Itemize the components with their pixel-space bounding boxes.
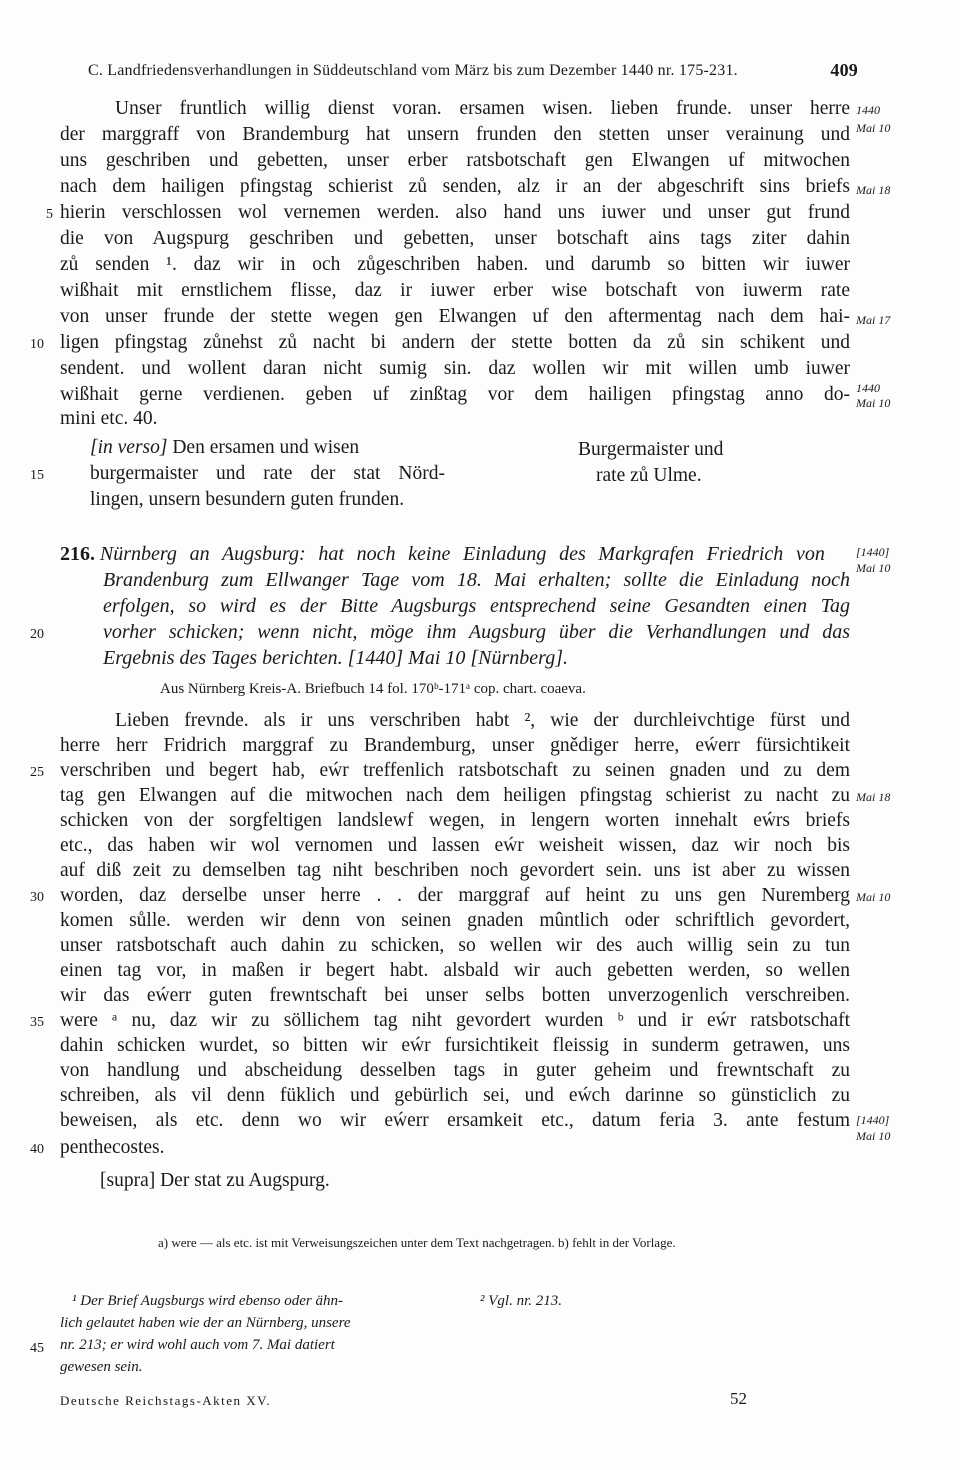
text-line: wir das eẃerr guten frewntschaft bei unser selbs botten unverzogenlich verschreiben. bbox=[60, 985, 850, 1006]
text-line: verschriben und begert hab, eẃr treffenlich ratsbotschaft zu seinen gnaden und zu dem bbox=[60, 760, 850, 781]
sender-line: rate zů Ulme. bbox=[596, 465, 702, 486]
address-left-line: lingen, unsern besundern guten frunden. bbox=[90, 489, 405, 510]
source-note: Aus Nürnberg Kreis-A. Briefbuch 14 fol. 170ᵇ-171ᵃ cop. chart. coaeva. bbox=[160, 681, 586, 697]
text-line: einen tag vor, in maßen ir begert habt. alsbald wir auch gebetten werden, so wellen bbox=[60, 960, 850, 981]
text-line: der marggraff von Brandemburg hat unsern frunden den stetten unser verainung und bbox=[60, 124, 850, 145]
text-line: herre herr Fridrich marggraf zu Brandemburg, unser gnědiger herre, eẃerr fürsichtikeit bbox=[60, 735, 850, 756]
margin-day: Mai 10 bbox=[856, 561, 891, 575]
margin-date bbox=[856, 104, 890, 135]
text-line: tag gen Elwangen auf die mitwochen nach dem heiligen pfingstag schierist zu nacht zu bbox=[60, 785, 850, 806]
address-left-prefix: [in verso] bbox=[90, 437, 168, 458]
text-line: von unser frunde der stette wegen gen Elwangen uf den aftermentag nach dem hai- bbox=[60, 306, 850, 327]
text-line: komen sůlle. werden wir denn von seinen gnaden mûntlich oder schriftlich gevordert, bbox=[60, 910, 850, 931]
regest-line: Ergebnis des Tages berichten. [1440] Mai 10 [Nürnberg]. bbox=[103, 647, 568, 669]
regest-line: Brandenburg zum Ellwanger Tage vom 18. Mai erhalten; sollte die Einladung noch bbox=[103, 569, 850, 591]
text-line: die von Augspurg geschriben und gebetten, unser botschaft ains tags ziter dahin bbox=[60, 228, 850, 249]
text-line: unser ratsbotschaft auch dahin zu schicken, so wellen wir des auch willig sein zu tun bbox=[60, 935, 850, 956]
text-line: schicken von der sorgfeltigen landslewf wegen, in lengern worten innehalt eẃrs briefs bbox=[60, 810, 850, 831]
text-line: wißhait gerne verdienen. geben uf zinßtag vor dem hailigen pfingstag anno do- bbox=[60, 384, 850, 405]
text-line: mini etc. 40. bbox=[60, 408, 158, 429]
line-number: 45 bbox=[30, 1341, 44, 1356]
regest-line: vorher schicken; wenn nicht, möge ihm Augsburg über die Verhandlungen und das bbox=[103, 621, 850, 643]
footnote-line: nr. 213; er wird wohl auch vom 7. Mai datiert bbox=[60, 1337, 335, 1353]
page-number: 409 bbox=[830, 60, 858, 80]
doc-number: 216. bbox=[60, 543, 95, 565]
footnote-line: lich gelautet haben wie der an Nürnberg, unsere bbox=[60, 1315, 351, 1331]
margin-year: 1440 bbox=[856, 103, 880, 117]
line-number: 35 bbox=[30, 1015, 44, 1030]
text-line: schreiben, als vil denn füklich und gebürlich sei, und eẃch darinne so günsticlich zu bbox=[60, 1085, 850, 1106]
margin-date: Mai 10 bbox=[856, 890, 891, 904]
margin-day: Mai 10 bbox=[856, 121, 891, 135]
footnote-2: ² Vgl. nr. 213. bbox=[480, 1293, 563, 1309]
line-number: 25 bbox=[30, 765, 44, 780]
margin-date: Mai 17 bbox=[856, 313, 891, 327]
margin-date bbox=[856, 1114, 890, 1143]
address-left-line: burgermaister und rate der stat Nörd- bbox=[90, 463, 445, 484]
running-header bbox=[88, 62, 858, 80]
address-left-text: Den ersamen und wisen bbox=[172, 437, 360, 458]
regest-text: Nürnberg an Augsburg: hat noch keine Einladung des Markgrafen Friedrich von bbox=[99, 543, 825, 565]
line-number: 40 bbox=[30, 1142, 44, 1157]
regest-line-first bbox=[60, 542, 850, 567]
text-line: Lieben frevnde. als ir uns verschriben habt ², wie der durchleivchtige fürst und bbox=[115, 710, 850, 731]
margin-year: [1440] bbox=[856, 545, 890, 559]
text-line: nach dem hailigen pfingstag schierist zů senden, alz ir an der abgeschrift sins briefs bbox=[60, 176, 850, 197]
address-line: [supra] Der stat zu Augspurg. bbox=[100, 1170, 330, 1191]
margin-year: [1440] bbox=[856, 1113, 890, 1127]
text-line: zů senden ¹. daz wir in och zůgeschriben haben. und darumb so bitten wir iuwer bbox=[60, 254, 850, 275]
text-line: wißhait mit ernstlichem flisse, daz ir iuwer erber wise botschaft von iuwerm rate bbox=[60, 280, 850, 301]
line-number: 15 bbox=[30, 468, 44, 483]
margin-date: Mai 18 bbox=[856, 790, 891, 804]
line-number: 30 bbox=[30, 890, 44, 905]
margin-day: Mai 10 bbox=[856, 396, 891, 410]
textcritical-note: a) were — als etc. ist mit Verweisungszeichen unter dem Text nachgetragen. b) fehlt in der Vorlage. bbox=[158, 1235, 676, 1250]
margin-date: Mai 18 bbox=[856, 183, 891, 197]
margin-date bbox=[856, 546, 890, 575]
text-line: Unser fruntlich willig dienst voran. ersamen wisen. lieben frunde. unser herre bbox=[115, 98, 850, 119]
text-line: hierin verschlossen wol vernemen werden. also hand uns iuwer und unser gut frund bbox=[60, 202, 850, 223]
margin-date bbox=[856, 382, 890, 410]
text-line: worden, daz derselbe unser herre . . der marggraf auf heint zu uns gen Nuremberg bbox=[60, 885, 850, 906]
text-line: sendent. und wollent daran nicht sumig sin. daz wollen wir mit willen umb iuwer bbox=[60, 358, 850, 379]
margin-day: Mai 10 bbox=[856, 1129, 891, 1143]
text-line: were ᵃ nu, daz wir zu söllichem tag niht gevordert wurden ᵇ und ir eẃr ratsbotschaft bbox=[60, 1010, 850, 1031]
line-number: 5 bbox=[46, 207, 53, 222]
footnote-line: ¹ Der Brief Augsburgs wird ebenso oder ähn- bbox=[72, 1293, 344, 1309]
running-title: C. Landfriedensverhandlungen in Süddeutschland vom März bis zum Dezember 1440 nr. 175-231. bbox=[88, 62, 738, 79]
series-title: Deutsche Reichstags-Akten XV. bbox=[60, 1393, 272, 1408]
sheet-signature: 52 bbox=[730, 1389, 747, 1408]
text-line: penthecostes. bbox=[60, 1137, 165, 1158]
text-line: beweisen, als etc. denn wo wir eẃerr ersamkeit etc., datum feria 3. ante festum bbox=[60, 1110, 850, 1131]
line-number: 20 bbox=[30, 627, 44, 642]
regest-line: erfolgen, so wird es der Bitte Augsburgs entsprechend seine Gesandten einen Tag bbox=[103, 595, 850, 617]
text-line: dahin schicken wurdet, so bitten wir eẃr fursichtikeit fleissig in sunderm getrawen, uns bbox=[60, 1035, 850, 1056]
margin-year: 1440 bbox=[856, 381, 880, 395]
footnote-line: gewesen sein. bbox=[60, 1359, 143, 1375]
text-line: auf diß zeit zu demselben tag niht beschriben noch gevordert sein. uns ist aber zu wissen bbox=[60, 860, 850, 881]
text-line: ligen pfingstag zůnehst zů nacht bi andern der stette botten da zů sin schikent und bbox=[60, 332, 850, 353]
text-line: etc., das haben wir wol vernomen und lassen eẃr weisheit wissen, daz wir noch bis bbox=[60, 835, 850, 856]
line-number: 10 bbox=[30, 337, 44, 352]
sender-line: Burgermaister und bbox=[578, 439, 724, 460]
text-line: von handlung und abscheidung desselben tags in guter geheim und frewntschaft zu bbox=[60, 1060, 850, 1081]
address-left-line bbox=[90, 435, 359, 460]
text-line: uns geschriben und gebetten, unser erber ratsbotschaft gen Elwangen uf mitwochen bbox=[60, 150, 850, 171]
